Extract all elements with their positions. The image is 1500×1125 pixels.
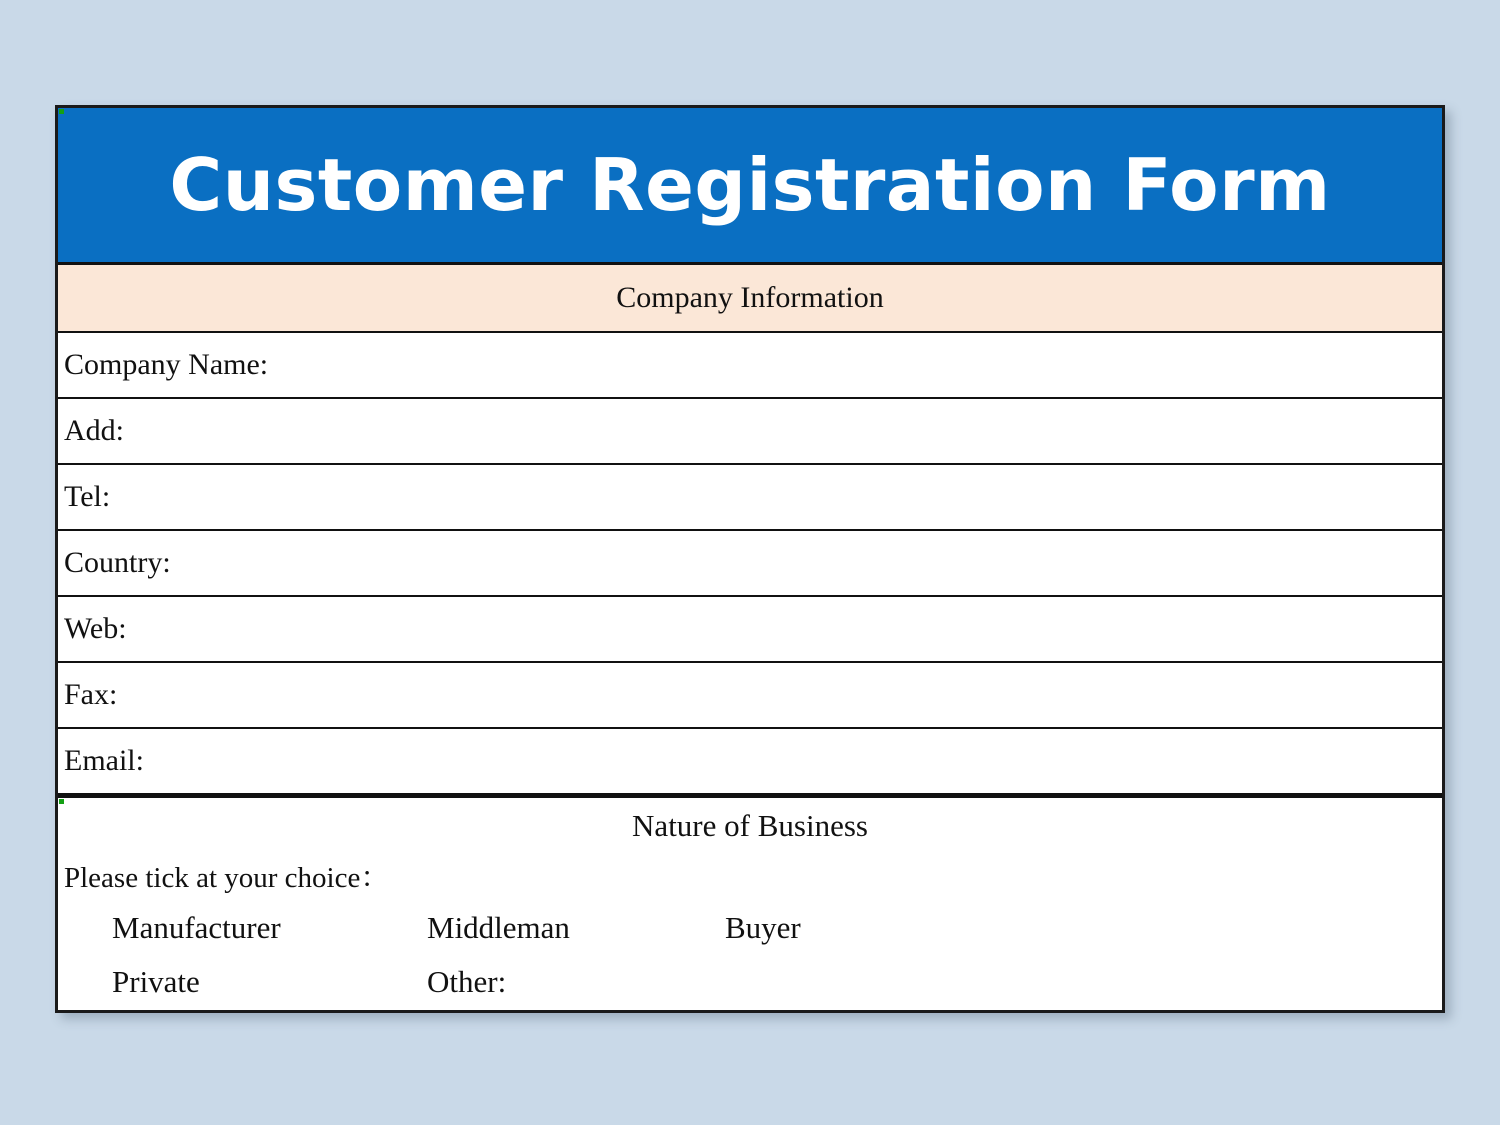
form-title-banner [58, 108, 1442, 265]
field-row-tel[interactable] [58, 465, 1442, 531]
field-row-country[interactable] [58, 531, 1442, 597]
field-label-address: Add: [64, 414, 124, 447]
section-header-label-nature: Nature of Business [632, 807, 868, 843]
tick-instruction-text: Please tick at your choice： [64, 862, 390, 894]
cell-corner-marker-secondary [59, 799, 64, 804]
section-header-nature-of-business [58, 795, 1442, 853]
choice-row-1 [64, 910, 1442, 946]
choice-row-2 [64, 964, 1442, 1000]
registration-form-sheet [55, 105, 1445, 1013]
field-label-company-name: Company Name: [64, 348, 269, 381]
field-row-company-name[interactable] [58, 333, 1442, 399]
field-label-country: Country: [64, 546, 171, 579]
field-label-web: Web: [64, 612, 127, 645]
field-label-tel: Tel: [64, 480, 111, 513]
field-row-email[interactable] [58, 729, 1442, 795]
choice-other[interactable]: Other: [427, 964, 507, 999]
section-header-label: Company Information [616, 281, 884, 314]
choice-manufacturer[interactable]: Manufacturer [112, 910, 281, 945]
nature-of-business-block [58, 855, 1442, 1000]
choice-private[interactable]: Private [112, 964, 200, 999]
field-row-fax[interactable] [58, 663, 1442, 729]
page-title: Customer Registration Form [169, 143, 1331, 227]
field-label-fax: Fax: [64, 678, 118, 711]
choice-middleman[interactable]: Middleman [427, 910, 570, 945]
field-label-email: Email: [64, 744, 144, 777]
section-header-company-information [58, 265, 1442, 333]
field-row-address[interactable] [58, 399, 1442, 465]
field-row-web[interactable] [58, 597, 1442, 663]
cell-corner-marker [59, 109, 64, 114]
choice-buyer[interactable]: Buyer [725, 910, 801, 945]
